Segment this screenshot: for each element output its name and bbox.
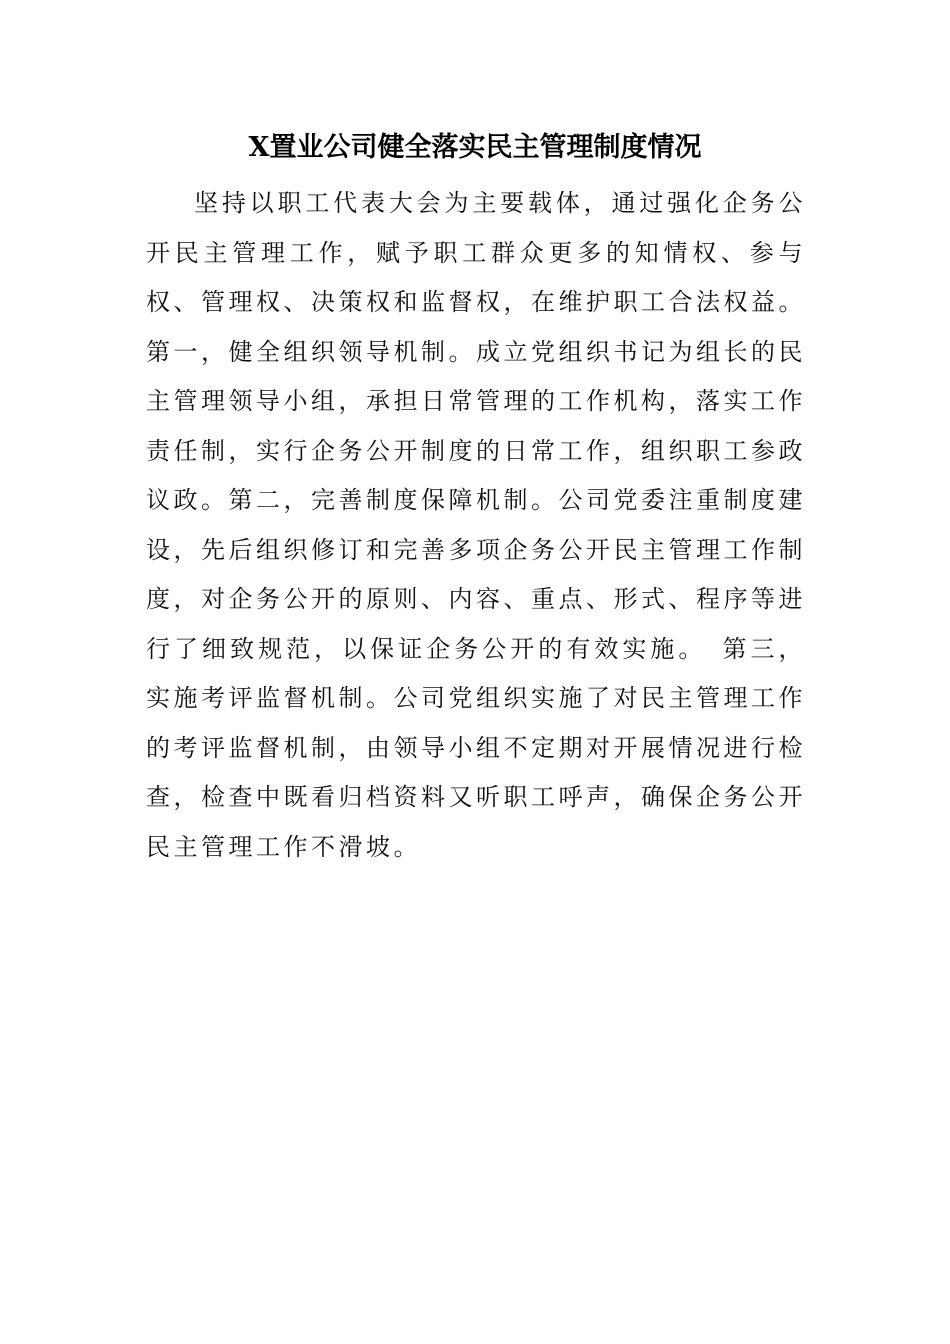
document-body-paragraph: 坚持以职工代表大会为主要载体，通过强化企务公开民主管理工作，赋予职工群众更多的知情权、参与权、管理权、决策权和监督权，在维护职工合法权益。第一，健全组织领导机制。成立党组织书记为组长的民主管理领导小组，承担日常管理的工作机构，落实工作责任制，实行企务公开制度的日常工作，组织职工参政议政。第二，完善制度保障机制。公司党委注重制度建设，先后组织修订和完善多项企务公开民主管理工作制度，对企务公开的原则、内容、重点、形式、程序等进行了细致规范，以保证企务公开的有效实施。 第三，实施考评监督机制。公司党组织实施了对民主管理工作的考评监督机制，由领导小组不定期对开展情况进行检查，检查中既看归档资料又听职工呼声，确保企务公开民主管理工作不滑坡。	[146, 189, 806, 861]
document-title: X置业公司健全落实民主管理制度情况	[248, 132, 702, 163]
